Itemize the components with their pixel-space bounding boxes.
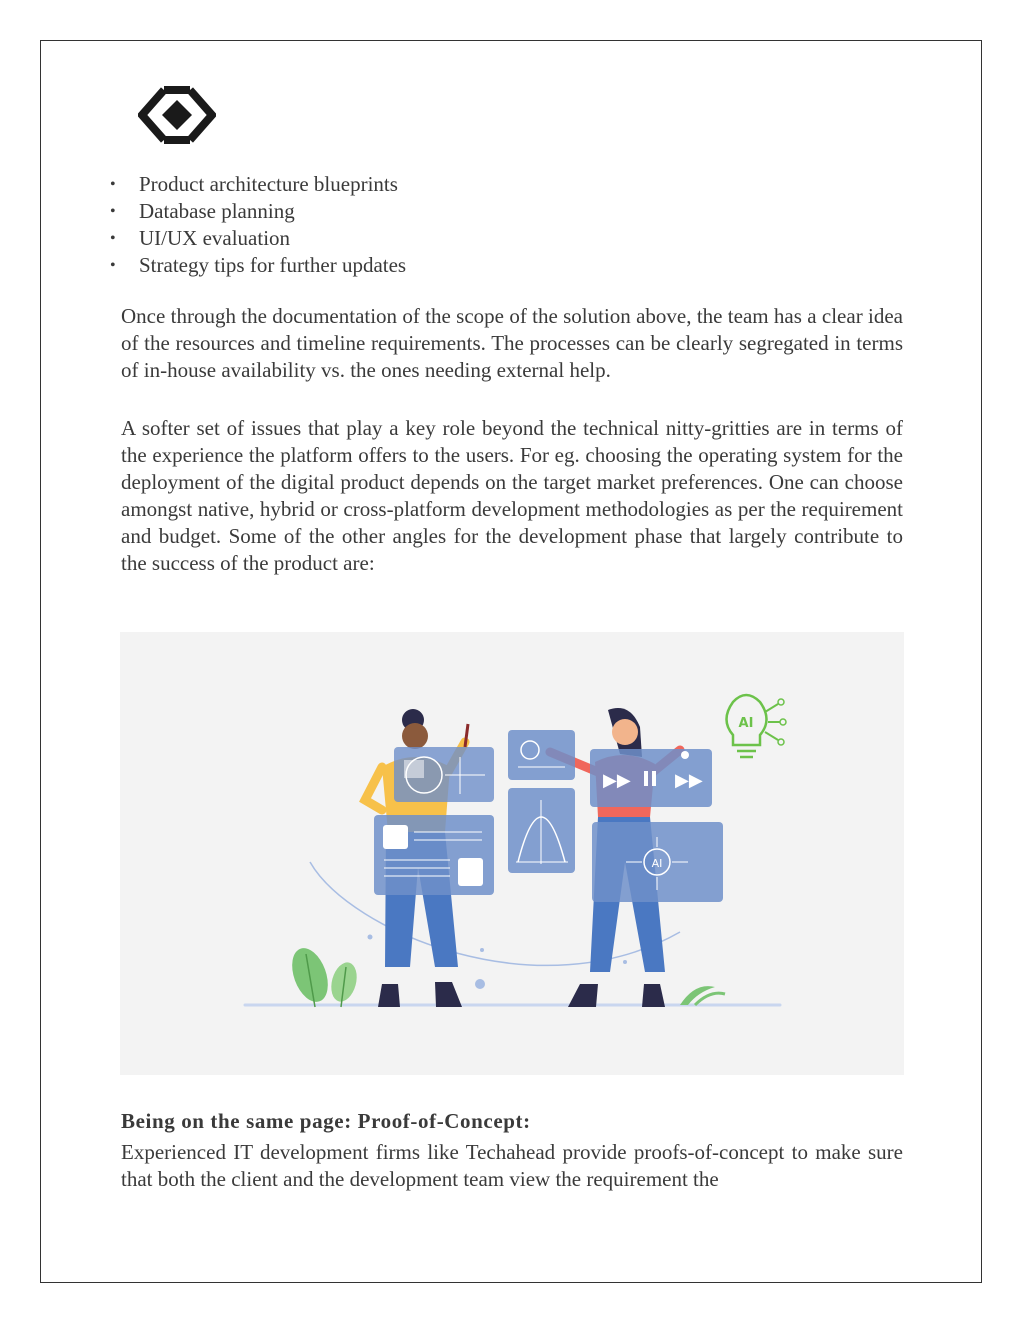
- ai-chip-label: AI: [651, 857, 663, 870]
- chart-panel-pie: [394, 747, 494, 802]
- ai-lightbulb-icon: [727, 695, 787, 757]
- illustration-artwork: [120, 632, 904, 1075]
- list-item: • UI/UX evaluation: [110, 225, 406, 252]
- form-panel: [374, 815, 494, 895]
- experience-paragraph: A softer set of issues that play a key role beyond the technical nitty-gritties are in terms of the experience the platform offers to the users. For eg. choosing the operating system for the deployment of the digital product depends on the target market preferences. One can choose amongst native, hybrid or cross-platform development methodologies as per the requirement and budget. Some of the other angles for the development phase that largely contribute to the success of the product are:: [121, 416, 903, 575]
- target-panel: [508, 730, 575, 780]
- svg-text:▶▶: ▶▶: [675, 770, 703, 791]
- list-item: • Database planning: [110, 198, 406, 225]
- feature-bullet-list: [110, 171, 406, 279]
- list-item: • Strategy tips for further updates: [110, 252, 406, 279]
- company-logo: [138, 82, 216, 148]
- fast-forward-icon: ▶▶: [603, 770, 631, 791]
- plant-left: [285, 943, 360, 1007]
- team-collaboration-illustration: [120, 632, 904, 1075]
- ai-chip-panel: [592, 822, 723, 902]
- poc-paragraph: Experienced IT development firms like Techahead provide proofs-of-concept to make sure that both the client and the development team view the requirement the: [121, 1140, 903, 1191]
- ai-bulb-label: AI: [738, 716, 754, 731]
- curve-chart-panel: [508, 788, 575, 873]
- scope-paragraph: Once through the documentation of the scope of the solution above, the team has a clear idea of the resources and timeline requirements. The processes can be clearly segregated in terms of in-house availability vs. the ones needing external help.: [121, 304, 903, 382]
- section-heading: Being on the same page: Proof-of-Concept:: [121, 1109, 531, 1133]
- list-item: • Product architecture blueprints: [110, 171, 406, 198]
- media-player-panel: [590, 749, 712, 807]
